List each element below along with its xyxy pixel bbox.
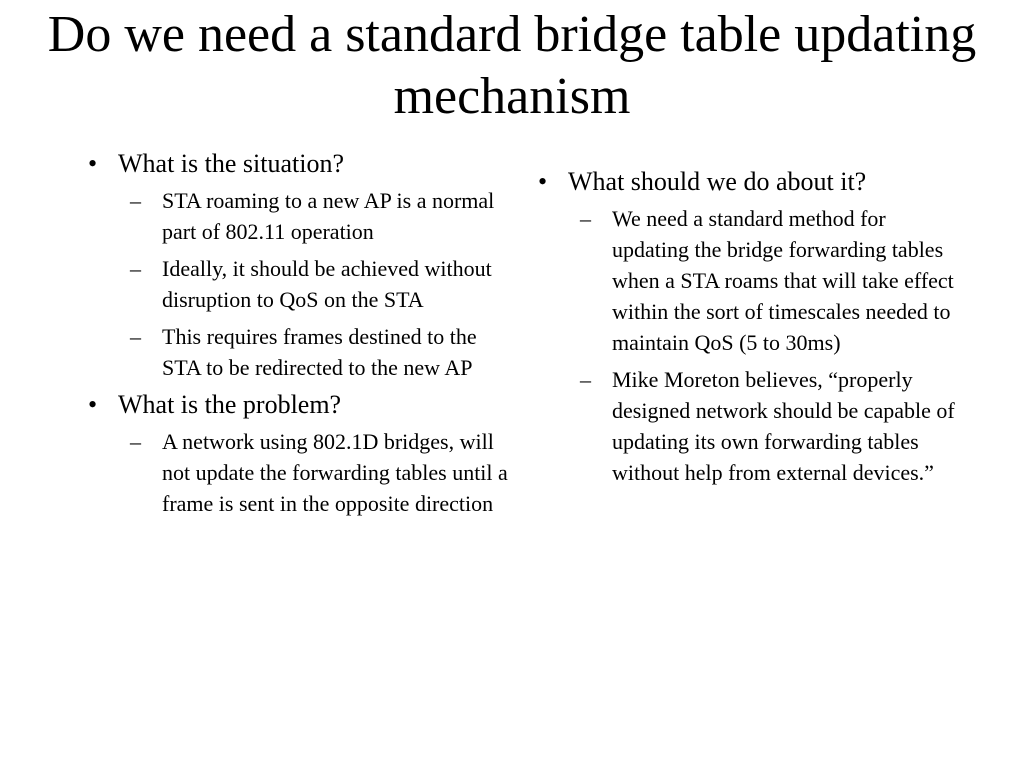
sub-item-text: Ideally, it should be achieved without disruption to QoS on the STA — [162, 256, 492, 312]
sub-item-text: Mike Moreton believes, “properly designed network should be capable of updating its own forwarding tables without help from external devices.” — [612, 367, 955, 485]
sub-item — [88, 185, 508, 247]
sub-item — [538, 203, 958, 358]
sub-list-problem — [88, 426, 508, 519]
left-column — [88, 148, 508, 525]
dash-marker: – — [130, 429, 141, 454]
bullet-text: What is the situation? — [118, 149, 345, 178]
sub-item-text: We need a standard method for updating the bridge forwarding tables when a STA roams that will take effect within the sort of timescales needed to maintain QoS (5 to 30ms) — [612, 206, 954, 355]
sub-item-text: STA roaming to a new AP is a normal part of 802.11 operation — [162, 188, 495, 244]
bullet-marker: • — [88, 390, 98, 419]
bullet-situation — [88, 148, 508, 179]
dash-marker: – — [130, 188, 141, 213]
sub-item — [538, 364, 958, 488]
slide-title: Do we need a standard bridge table updating mechanism — [47, 6, 977, 125]
dash-marker: – — [580, 206, 591, 231]
bullet-what-to-do — [538, 166, 958, 197]
sub-item-text: A network using 802.1D bridges, will not update the forwarding tables until a frame is sent in the opposite direction — [162, 429, 508, 516]
dash-marker: – — [130, 256, 141, 281]
dash-marker: – — [130, 324, 141, 349]
bullet-text: What should we do about it? — [568, 167, 867, 196]
dash-marker: – — [580, 367, 591, 392]
bullet-problem — [88, 389, 508, 420]
bullet-marker: • — [538, 167, 548, 196]
sub-list-what-to-do — [538, 203, 958, 488]
sub-list-situation — [88, 185, 508, 383]
sub-item — [88, 321, 508, 383]
bullet-text: What is the problem? — [118, 390, 342, 419]
sub-item-text: This requires frames destined to the STA to be redirected to the new AP — [162, 324, 477, 380]
bullet-marker: • — [88, 149, 98, 178]
right-column — [538, 166, 958, 494]
sub-item — [88, 253, 508, 315]
sub-item — [88, 426, 508, 519]
